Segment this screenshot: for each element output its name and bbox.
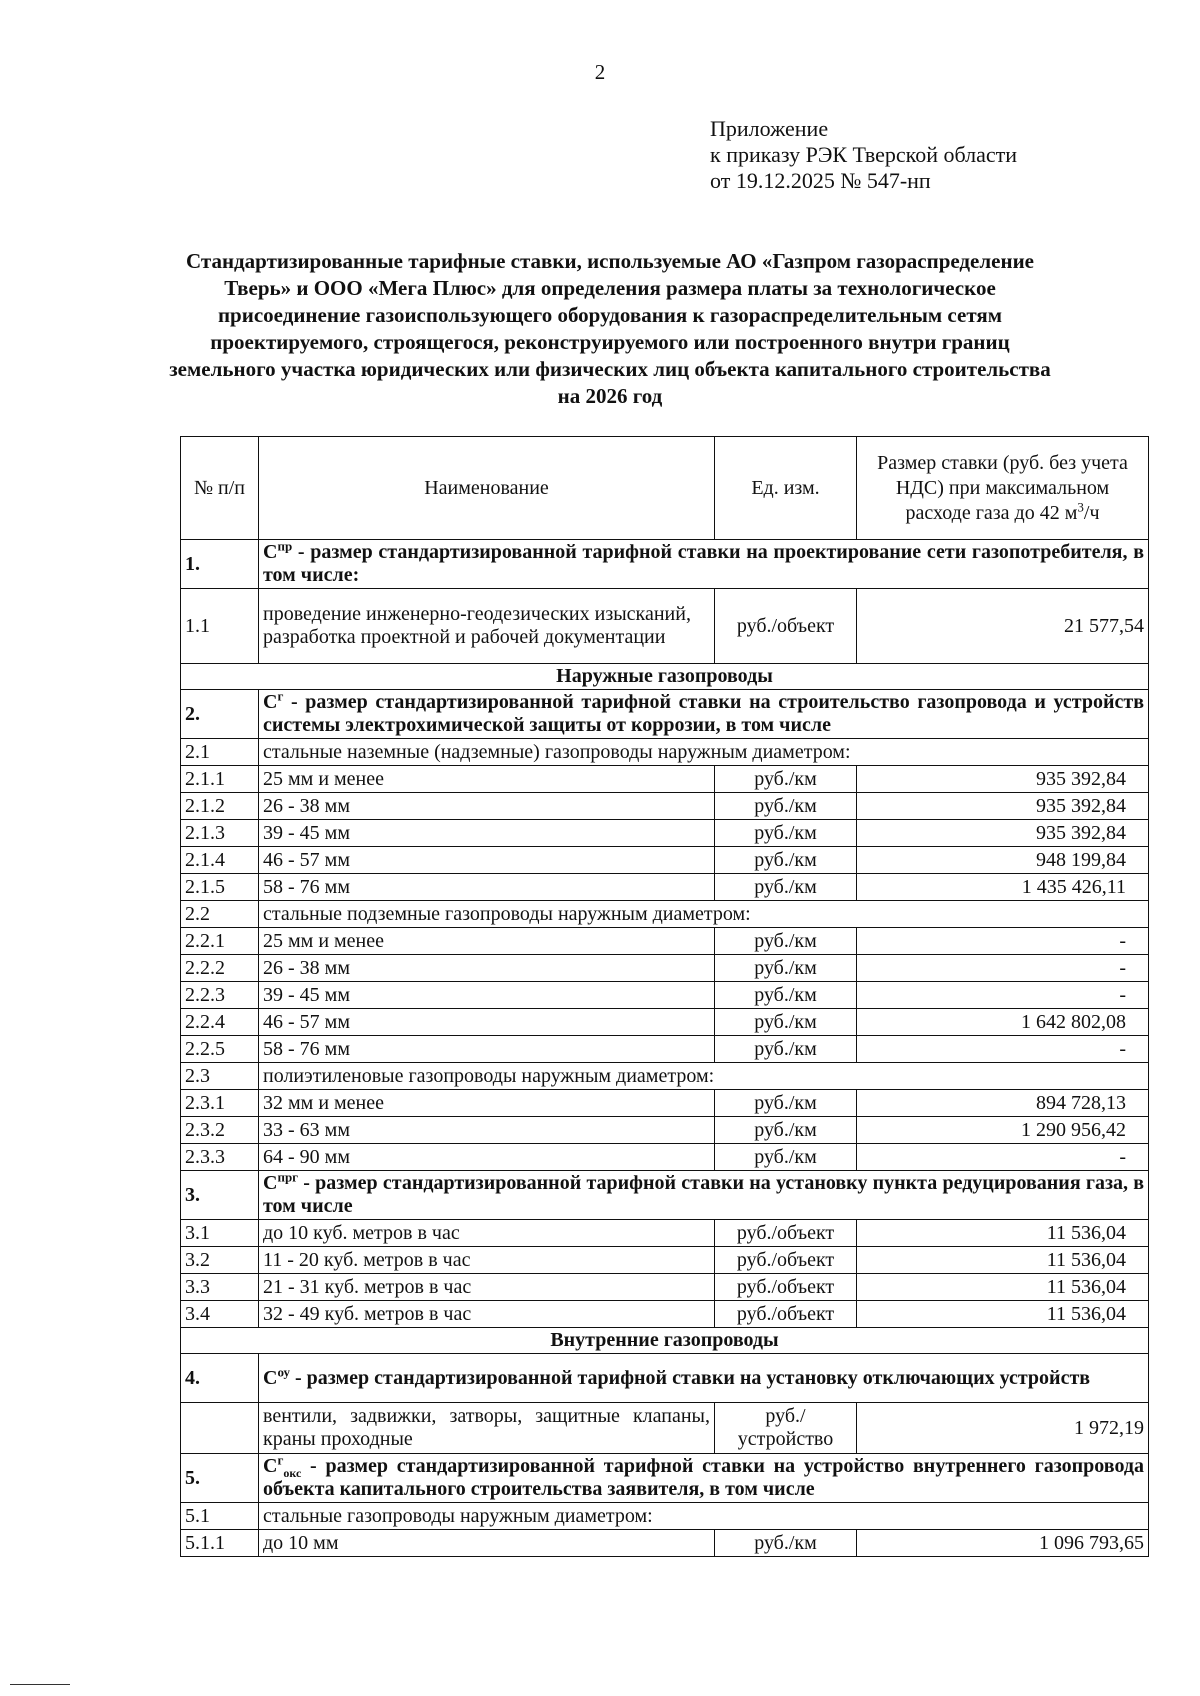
rate-symbol: С: [263, 1455, 278, 1477]
inner-pipelines-heading: Внутренние газопроводы: [181, 1328, 1149, 1354]
header-rate-tail: /ч: [1083, 501, 1100, 524]
rate-symbol: С: [263, 1172, 278, 1194]
row-unit: руб./км: [715, 1144, 857, 1171]
rate-symbol-sup: г: [277, 1452, 284, 1468]
row-unit: руб./объект: [715, 1301, 857, 1328]
section-num: 2.: [181, 690, 259, 739]
row-name: 46 - 57 мм: [259, 847, 715, 874]
row-num: 2.2.5: [181, 1036, 259, 1063]
row-value: -: [857, 1144, 1149, 1171]
section-title: [259, 540, 1149, 589]
rate-symbol-sup: г: [277, 688, 284, 704]
row-name: 46 - 57 мм: [259, 1009, 715, 1036]
row-value: 11 536,04: [857, 1247, 1149, 1274]
row-name: 25 мм и менее: [259, 928, 715, 955]
row-name: проведение инженерно-геодезических изысканий, разработка проектной и рабочей документации: [259, 589, 715, 664]
row-unit: руб./км: [715, 955, 857, 982]
outer-pipelines-heading: Наружные газопроводы: [181, 664, 1149, 690]
row-unit: руб./км: [715, 874, 857, 901]
row-unit: руб./объект: [715, 1220, 857, 1247]
row-value: -: [857, 928, 1149, 955]
row-unit: руб./объект: [715, 589, 857, 664]
section-title: [259, 1354, 1149, 1403]
row-value: 935 392,84: [857, 766, 1149, 793]
rate-symbol: С: [263, 541, 278, 563]
section-title: [259, 1171, 1149, 1220]
section-num: 1.: [181, 540, 259, 589]
row-num: 3.3: [181, 1274, 259, 1301]
row-num: 2.1.1: [181, 766, 259, 793]
row-num: 2.2.1: [181, 928, 259, 955]
group-label: стальные наземные (надземные) газопроводы наружным диаметром:: [259, 739, 1149, 766]
section-title-text: - размер стандартизированной тарифной ставки на установку пункта редуцирования газа, в том числе: [263, 1172, 1144, 1217]
row-name: 39 - 45 мм: [259, 820, 715, 847]
document-title: Стандартизированные тарифные ставки, используемые АО «Газпром газораспределение Тверь» и ООО «Мега Плюс» для определения размера платы за технологическое присоединение газоиспользующего оборудования к газораспределительным сетям проектируемого, строящегося, реконструируемого или построенного внутри границ земельного участка юридических или физических лиц объекта капитального строительства на 2026 год: [169, 249, 1051, 408]
group-label: стальные подземные газопроводы наружным диаметром:: [259, 901, 1149, 928]
section-num: 5.: [181, 1454, 259, 1503]
table-row: [181, 1530, 1149, 1557]
row-num: 2.3.2: [181, 1117, 259, 1144]
table-row: [181, 928, 1149, 955]
section-row-3: [181, 1171, 1149, 1220]
section-heading-inner: [181, 1328, 1149, 1354]
row-name: 33 - 63 мм: [259, 1117, 715, 1144]
page-number: 2: [594, 60, 606, 84]
section-title-text: - размер стандартизированной тарифной ставки на проектирование сети газопотребителя, в том числе:: [263, 541, 1144, 586]
table-row: [181, 1403, 1149, 1454]
row-num: 5.1.1: [181, 1530, 259, 1557]
tariff-rates-table: [180, 436, 1149, 1557]
table-row: [181, 1009, 1149, 1036]
row-num: 2.3: [181, 1063, 259, 1090]
row-name: 26 - 38 мм: [259, 793, 715, 820]
row-num: 2.1.5: [181, 874, 259, 901]
header-rate-sup: 3: [1077, 498, 1084, 514]
row-num: 2.2.4: [181, 1009, 259, 1036]
row-unit: руб./км: [715, 928, 857, 955]
row-unit: руб./км: [715, 1009, 857, 1036]
row-unit: руб./км: [715, 982, 857, 1009]
section-row-4: [181, 1354, 1149, 1403]
row-value: 21 577,54: [857, 589, 1149, 664]
group-label: полиэтиленовые газопроводы наружным диаметром:: [259, 1063, 1149, 1090]
header-name: Наименование: [259, 437, 715, 540]
table-row: [181, 589, 1149, 664]
row-num: 2.1.3: [181, 820, 259, 847]
group-row: [181, 1063, 1149, 1090]
row-num: 1.1: [181, 589, 259, 664]
table-row: [181, 766, 1149, 793]
group-row: [181, 739, 1149, 766]
section-title-text: - размер стандартизированной тарифной ставки на устройство внутреннего газопровода объекта капитального строительства заявителя, в том числе: [263, 1455, 1144, 1500]
group-label: стальные газопроводы наружным диаметром:: [259, 1503, 1149, 1530]
section-row-2: [181, 690, 1149, 739]
section-row-1: [181, 540, 1149, 589]
row-name: 11 - 20 куб. метров в час: [259, 1247, 715, 1274]
row-name: 64 - 90 мм: [259, 1144, 715, 1171]
row-unit: руб./км: [715, 1530, 857, 1557]
row-value: -: [857, 982, 1149, 1009]
row-name: 39 - 45 мм: [259, 982, 715, 1009]
table-row: [181, 1144, 1149, 1171]
table-row: [181, 874, 1149, 901]
row-value: 935 392,84: [857, 820, 1149, 847]
row-name: 32 мм и менее: [259, 1090, 715, 1117]
row-num: 2.1.2: [181, 793, 259, 820]
table-row: [181, 955, 1149, 982]
rate-symbol-sup: оу: [277, 1363, 290, 1379]
rate-symbol-sub: окс: [283, 1466, 302, 1480]
row-value: -: [857, 955, 1149, 982]
rate-symbol: С: [263, 1366, 278, 1389]
row-name: 21 - 31 куб. метров в час: [259, 1274, 715, 1301]
row-value: 11 536,04: [857, 1220, 1149, 1247]
header-rate: [857, 437, 1149, 540]
row-value: 1 290 956,42: [857, 1117, 1149, 1144]
appendix-note: [710, 116, 1017, 194]
row-value: 1 972,19: [857, 1403, 1149, 1454]
header-num: № п/п: [181, 437, 259, 540]
row-unit: руб./объект: [715, 1247, 857, 1274]
row-num: [181, 1403, 259, 1454]
section-row-5: [181, 1454, 1149, 1503]
row-value: 11 536,04: [857, 1301, 1149, 1328]
header-rate-text: Размер ставки (руб. без учета НДС) при максимальном расходе газа до 42 м: [877, 451, 1128, 524]
row-unit: руб./км: [715, 1036, 857, 1063]
row-unit: руб./км: [715, 1117, 857, 1144]
row-value: 1 642 802,08: [857, 1009, 1149, 1036]
row-num: 3.1: [181, 1220, 259, 1247]
row-num: 2.2: [181, 901, 259, 928]
table-row: [181, 1220, 1149, 1247]
table-row: [181, 1036, 1149, 1063]
row-value: 1 096 793,65: [857, 1530, 1149, 1557]
table-row: [181, 982, 1149, 1009]
section-title: [259, 690, 1149, 739]
table-row: [181, 820, 1149, 847]
section-heading-outer: [181, 664, 1149, 690]
row-value: 935 392,84: [857, 793, 1149, 820]
row-num: 2.2.3: [181, 982, 259, 1009]
row-unit: руб./км: [715, 793, 857, 820]
row-num: 2.3.3: [181, 1144, 259, 1171]
row-name: до 10 куб. метров в час: [259, 1220, 715, 1247]
table-header-row: [181, 437, 1149, 540]
section-title-text: - размер стандартизированной тарифной ставки на строительство газопровода и устройств системы электрохимической защиты от коррозии, в том числе: [263, 691, 1144, 736]
rate-symbol-sup: прг: [277, 1169, 299, 1185]
row-value: 948 199,84: [857, 847, 1149, 874]
table-row: [181, 1247, 1149, 1274]
section-num: 4.: [181, 1354, 259, 1403]
row-num: 2.1: [181, 739, 259, 766]
row-value: -: [857, 1036, 1149, 1063]
header-unit: Ед. изм.: [715, 437, 857, 540]
table-row: [181, 1274, 1149, 1301]
row-num: 3.2: [181, 1247, 259, 1274]
row-unit: руб./ устройство: [715, 1403, 857, 1454]
appendix-line-2: к приказу РЭК Тверской области: [710, 142, 1018, 167]
appendix-line-3: от 19.12.2025 № 547-нп: [710, 168, 931, 193]
row-num: 2.1.4: [181, 847, 259, 874]
footer-divider: [10, 1684, 70, 1685]
rate-symbol-sup: пр: [277, 538, 293, 554]
row-name: 25 мм и менее: [259, 766, 715, 793]
appendix-line-1: Приложение: [710, 116, 829, 141]
row-name: 58 - 76 мм: [259, 1036, 715, 1063]
row-num: 5.1: [181, 1503, 259, 1530]
row-name: 58 - 76 мм: [259, 874, 715, 901]
row-num: 3.4: [181, 1301, 259, 1328]
row-unit: руб./км: [715, 1090, 857, 1117]
section-title-text: - размер стандартизированной тарифной ставки на установку отключающих устройств: [289, 1366, 1091, 1389]
row-unit: руб./км: [715, 847, 857, 874]
table-row: [181, 1301, 1149, 1328]
row-name: вентили, задвижки, затворы, защитные клапаны, краны проходные: [259, 1403, 715, 1454]
row-name: до 10 мм: [259, 1530, 715, 1557]
row-value: 1 435 426,11: [857, 874, 1149, 901]
group-row: [181, 901, 1149, 928]
row-name: 32 - 49 куб. метров в час: [259, 1301, 715, 1328]
row-num: 2.2.2: [181, 955, 259, 982]
table-row: [181, 1090, 1149, 1117]
group-row: [181, 1503, 1149, 1530]
row-unit: руб./объект: [715, 1274, 857, 1301]
row-num: 2.3.1: [181, 1090, 259, 1117]
table-row: [181, 1117, 1149, 1144]
row-unit: руб./км: [715, 820, 857, 847]
row-name: 26 - 38 мм: [259, 955, 715, 982]
table-row: [181, 793, 1149, 820]
table-row: [181, 847, 1149, 874]
row-unit: руб./км: [715, 766, 857, 793]
rate-symbol: С: [263, 691, 278, 713]
row-value: 894 728,13: [857, 1090, 1149, 1117]
section-title: [259, 1454, 1149, 1503]
section-num: 3.: [181, 1171, 259, 1220]
row-value: 11 536,04: [857, 1274, 1149, 1301]
